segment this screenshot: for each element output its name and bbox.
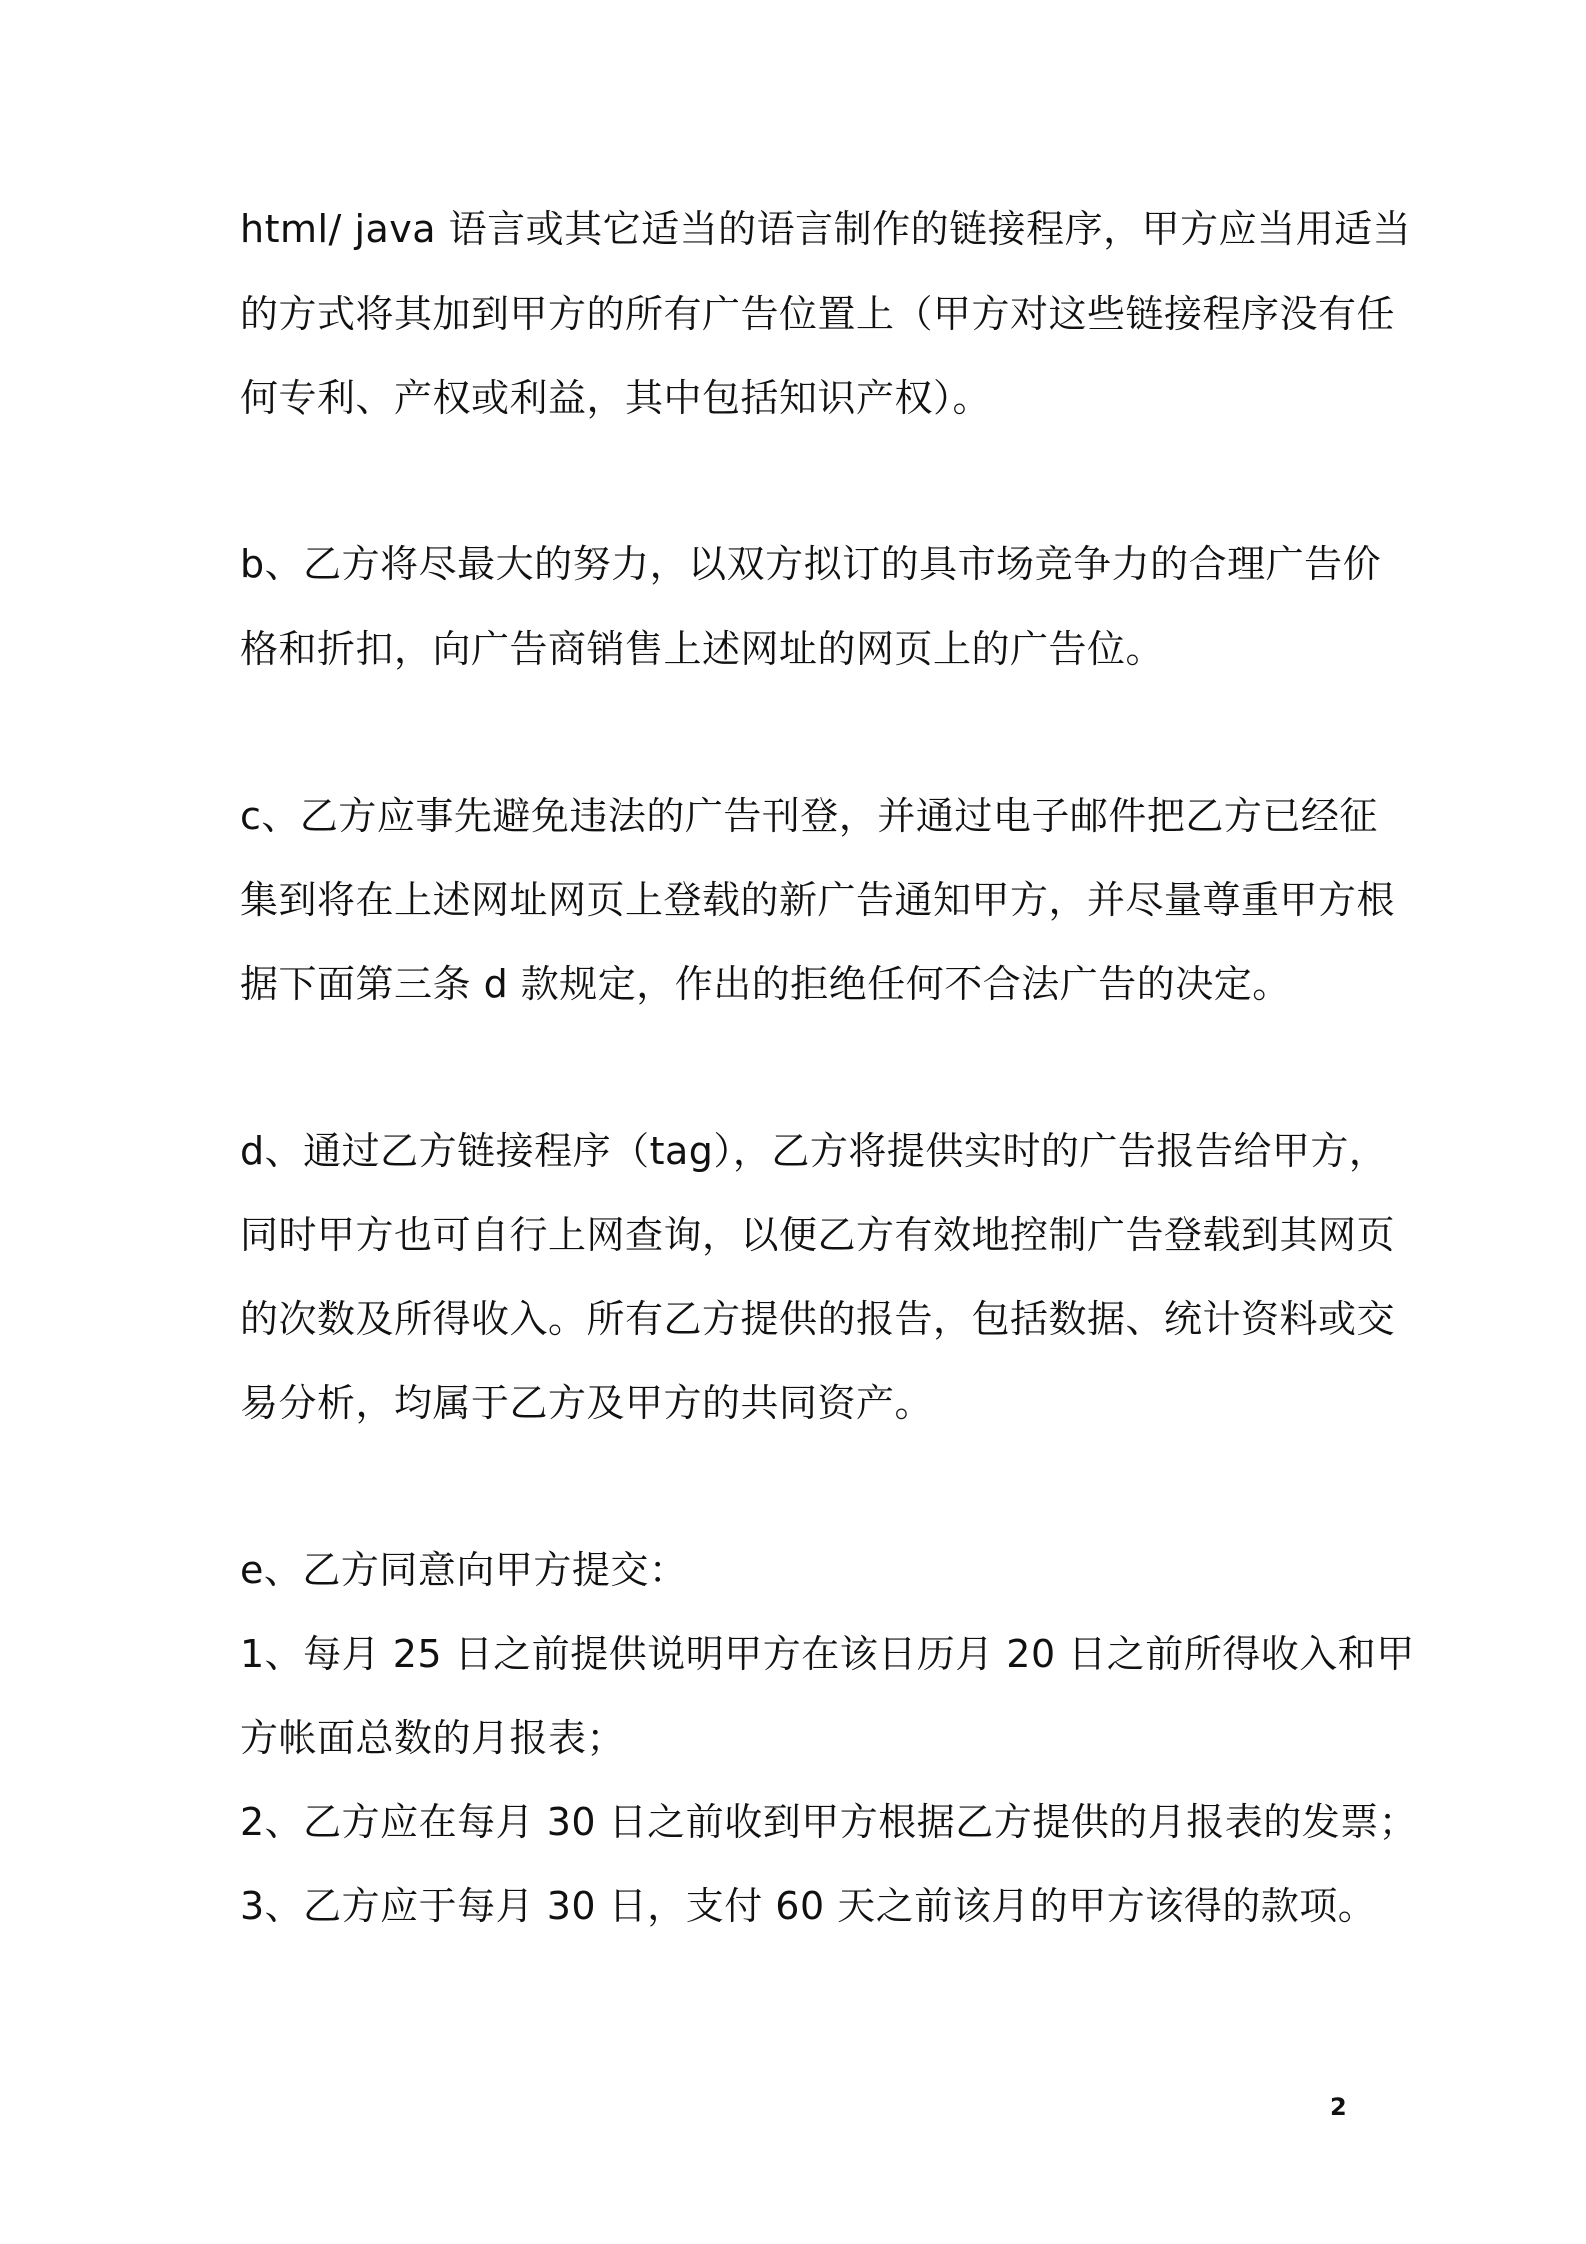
- text-line: 2、乙方应在每月 30 日之前收到甲方根据乙方提供的月报表的发票；: [240, 1800, 1418, 1844]
- text-line: 据下面第三条 d 款规定，作出的拒绝任何不合法广告的决定。: [240, 962, 1291, 1006]
- text-line: e、乙方同意向甲方提交：: [240, 1548, 688, 1592]
- text-line: 3、乙方应于每月 30 日，支付 60 天之前该月的甲方该得的款项。: [240, 1884, 1377, 1928]
- text-line: html/ java 语言或其它适当的语言制作的链接程序，甲方应当用适当: [240, 207, 1412, 251]
- text-line: d、通过乙方链接程序（tag），乙方将提供实时的广告报告给甲方，: [240, 1129, 1388, 1173]
- text-line: 方帐面总数的月报表；: [240, 1716, 626, 1760]
- text-line: 何专利、产权或利益，其中包括知识产权）。: [240, 376, 992, 420]
- text-line: 格和折扣，向广告商销售上述网址的网页上的广告位。: [240, 627, 1165, 671]
- text-line: b、乙方将尽最大的努力，以双方拟订的具市场竞争力的合理广告价: [240, 542, 1382, 586]
- text-line: 同时甲方也可自行上网查询，以便乙方有效地控制广告登载到其网页: [240, 1213, 1396, 1257]
- text-line: 1、每月 25 日之前提供说明甲方在该日历月 20 日之前所得收入和甲: [240, 1632, 1415, 1676]
- page-number: 2: [1330, 2093, 1347, 2121]
- text-line: 的方式将其加到甲方的所有广告位置上（甲方对这些链接程序没有任: [240, 292, 1396, 336]
- text-line: 集到将在上述网址网页上登载的新广告通知甲方，并尽量尊重甲方根: [240, 878, 1396, 922]
- text-line: 的次数及所得收入。所有乙方提供的报告，包括数据、统计资料或交: [240, 1297, 1396, 1341]
- text-line: c、乙方应事先避免违法的广告刊登，并通过电子邮件把乙方已经征: [240, 794, 1378, 838]
- text-line: 易分析，均属于乙方及甲方的共同资产。: [240, 1381, 934, 1425]
